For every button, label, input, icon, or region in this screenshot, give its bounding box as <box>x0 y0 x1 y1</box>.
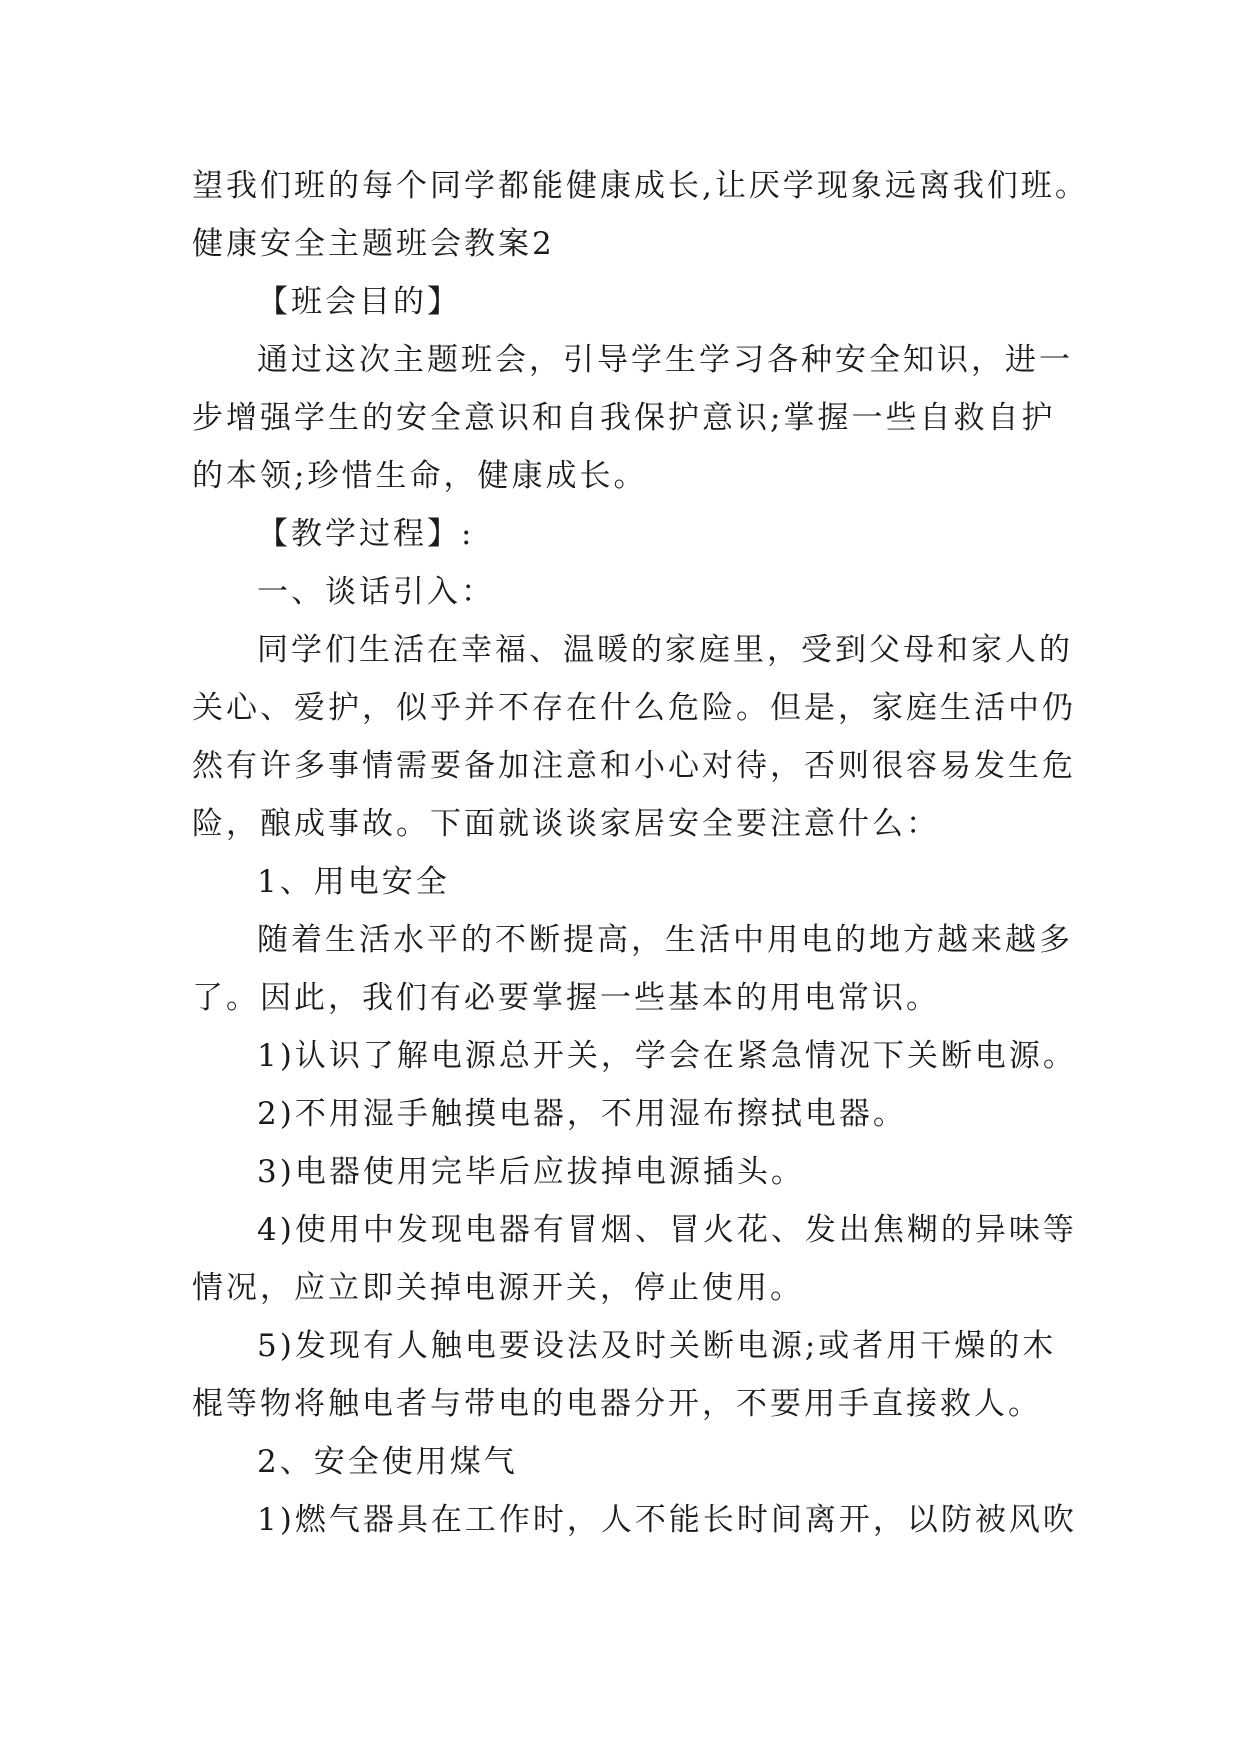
text-line: 随着生活水平的不断提高，生活中用电的地方越来越多 <box>257 922 1073 958</box>
list-item: 1)认识了解电源总开关，学会在紧急情况下关断电源。 <box>257 1038 1077 1074</box>
text-line: 了。因此，我们有必要掌握一些基本的用电常识。 <box>192 980 940 1016</box>
heading-process: 【教学过程】: <box>257 516 475 552</box>
text-line: 棍等物将触电者与带电的电器分开，不要用手直接救人。 <box>192 1386 1042 1422</box>
text-line: 同学们生活在幸福、温暖的家庭里，受到父母和家人的 <box>257 632 1073 668</box>
subheading: 一、谈话引入： <box>257 574 495 610</box>
heading-purpose: 【班会目的】 <box>257 284 461 320</box>
section-title: 健康安全主题班会教案2 <box>192 226 555 262</box>
text-line: 关心、爱护，似乎并不存在什么危险。但是，家庭生活中仍 <box>192 690 1076 726</box>
text-line: 通过这次主题班会，引导学生学习各种安全知识，进一 <box>257 342 1073 378</box>
list-item: 3)电器使用完毕后应拔掉电源插头。 <box>257 1154 805 1190</box>
subheading: 1、用电安全 <box>257 864 450 900</box>
list-item: 1)燃气器具在工作时，人不能长时间离开，以防被风吹 <box>257 1502 1077 1538</box>
list-item: 4)使用中发现电器有冒烟、冒火花、发出焦糊的异味等 <box>257 1212 1077 1248</box>
subheading: 2、安全使用煤气 <box>257 1444 518 1480</box>
text-line: 望我们班的每个同学都能健康成长,让厌学现象远离我们班。 <box>192 168 1089 204</box>
text-line: 险，酿成事故。下面就谈谈家居安全要注意什么： <box>192 806 940 842</box>
text-line: 的本领;珍惜生命，健康成长。 <box>192 458 648 494</box>
list-item: 2)不用湿手触摸电器，不用湿布擦拭电器。 <box>257 1096 907 1132</box>
text-line: 步增强学生的安全意识和自我保护意识;掌握一些自救自护 <box>192 400 1056 436</box>
list-item: 5)发现有人触电要设法及时关断电源;或者用干燥的木 <box>257 1328 1057 1364</box>
text-line: 然有许多事情需要备加注意和小心对待，否则很容易发生危 <box>192 748 1076 784</box>
text-line: 情况，应立即关掉电源开关，停止使用。 <box>192 1270 804 1306</box>
